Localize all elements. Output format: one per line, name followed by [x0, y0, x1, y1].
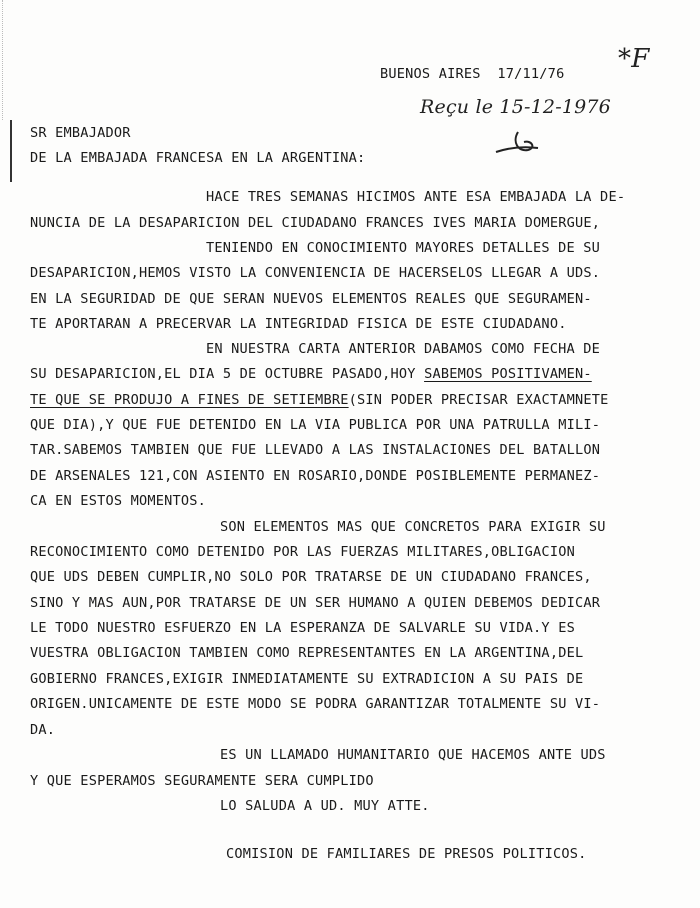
underlined-text: SABEMOS POSITIVAMEN- [424, 366, 592, 382]
scan-edge-marks [2, 0, 7, 120]
body-line: ORIGEN.UNICAMENTE DE ESTE MODO SE PODRA GARANTIZAR TOTALMENTE SU VI- [30, 696, 601, 712]
body-text: SU DESAPARICION,EL DIA 5 DE OCTUBRE PASADO,HOY [30, 366, 425, 382]
body-line: QUE UDS DEBEN CUMPLIR,NO SOLO POR TRATARSE DE UN CIUDADANO FRANCES, [30, 569, 592, 585]
body-line: SINO Y MAS AUN,POR TRATARSE DE UN SER HUMANO A QUIEN DEBEMOS DEDICAR [30, 595, 601, 611]
body-line: TAR.SABEMOS TAMBIEN QUE FUE LLEVADO A LAS INSTALACIONES DEL BATALLON [30, 442, 601, 458]
body-line: SON ELEMENTOS MAS QUE CONCRETOS PARA EXIGIR SU [220, 519, 606, 535]
body-line: EN NUESTRA CARTA ANTERIOR DABAMOS COMO FECHA DE [206, 341, 601, 357]
body-line: VUESTRA OBLIGACION TAMBIEN COMO REPRESENTANTES EN LA ARGENTINA,DEL [30, 645, 584, 661]
body-line: NUNCIA DE LA DESAPARICION DEL CIUDADANO FRANCES IVES MARIA DOMERGUE, [30, 215, 601, 231]
body-line: ES UN LLAMADO HUMANITARIO QUE HACEMOS ANTE UDS [220, 747, 606, 763]
body-line: EN LA SEGURIDAD DE QUE SERAN NUEVOS ELEMENTOS REALES QUE SEGURAMEN- [30, 291, 592, 307]
body-line: TE APORTARAN A PRECERVAR LA INTEGRIDAD FISICA DE ESTE CIUDADANO. [30, 316, 567, 332]
body-line: DESAPARICION,HEMOS VISTO LA CONVENIENCIA DE HACERSELOS LLEGAR A UDS. [30, 265, 601, 281]
body-line [30, 368, 592, 382]
body-line: DA. [30, 722, 56, 738]
addressee-line-1: SR EMBAJADOR [30, 125, 131, 141]
body-line: TENIENDO EN CONOCIMIENTO MAYORES DETALLES DE SU [206, 240, 601, 256]
body-text: (SIN PODER PRECISAR EXACTAMNETE [348, 392, 609, 408]
handwritten-stamp-mark: *F [618, 44, 650, 74]
margin-mark [10, 120, 12, 182]
closing-line: LO SALUDA A UD. MUY ATTE. [220, 798, 430, 814]
body-line: DE ARSENALES 121,CON ASIENTO EN ROSARIO,DONDE POSIBLEMENTE PERMANEZ- [30, 468, 601, 484]
addressee-line-2: DE LA EMBAJADA FRANCESA EN LA ARGENTINA: [30, 150, 366, 166]
handwritten-received-note: Reçu le 15-12-1976 [420, 96, 611, 118]
body-line: Y QUE ESPERAMOS SEGURAMENTE SERA CUMPLIDO [30, 773, 374, 789]
handwritten-initial-mark [488, 126, 548, 162]
body-line: QUE DIA),Y QUE FUE DETENIDO EN LA VIA PUBLICA POR UNA PATRULLA MILI- [30, 417, 601, 433]
body-line [30, 394, 609, 408]
underlined-text: TE QUE SE PRODUJO A FINES DE SETIEMBRE [30, 392, 349, 408]
place-date: BUENOS AIRES 17/11/76 [380, 66, 565, 82]
body-line: RECONOCIMIENTO COMO DETENIDO POR LAS FUERZAS MILITARES,OBLIGACION [30, 544, 575, 560]
body-line: CA EN ESTOS MOMENTOS. [30, 493, 207, 509]
body-line: GOBIERNO FRANCES,EXIGIR INMEDIATAMENTE SU EXTRADICION A SU PAIS DE [30, 671, 584, 687]
body-line: LE TODO NUESTRO ESFUERZO EN LA ESPERANZA DE SALVARLE SU VIDA.Y ES [30, 620, 575, 636]
body-line: HACE TRES SEMANAS HICIMOS ANTE ESA EMBAJADA LA DE- [206, 189, 626, 205]
signature: COMISION DE FAMILIARES DE PRESOS POLITICOS. [226, 846, 587, 862]
